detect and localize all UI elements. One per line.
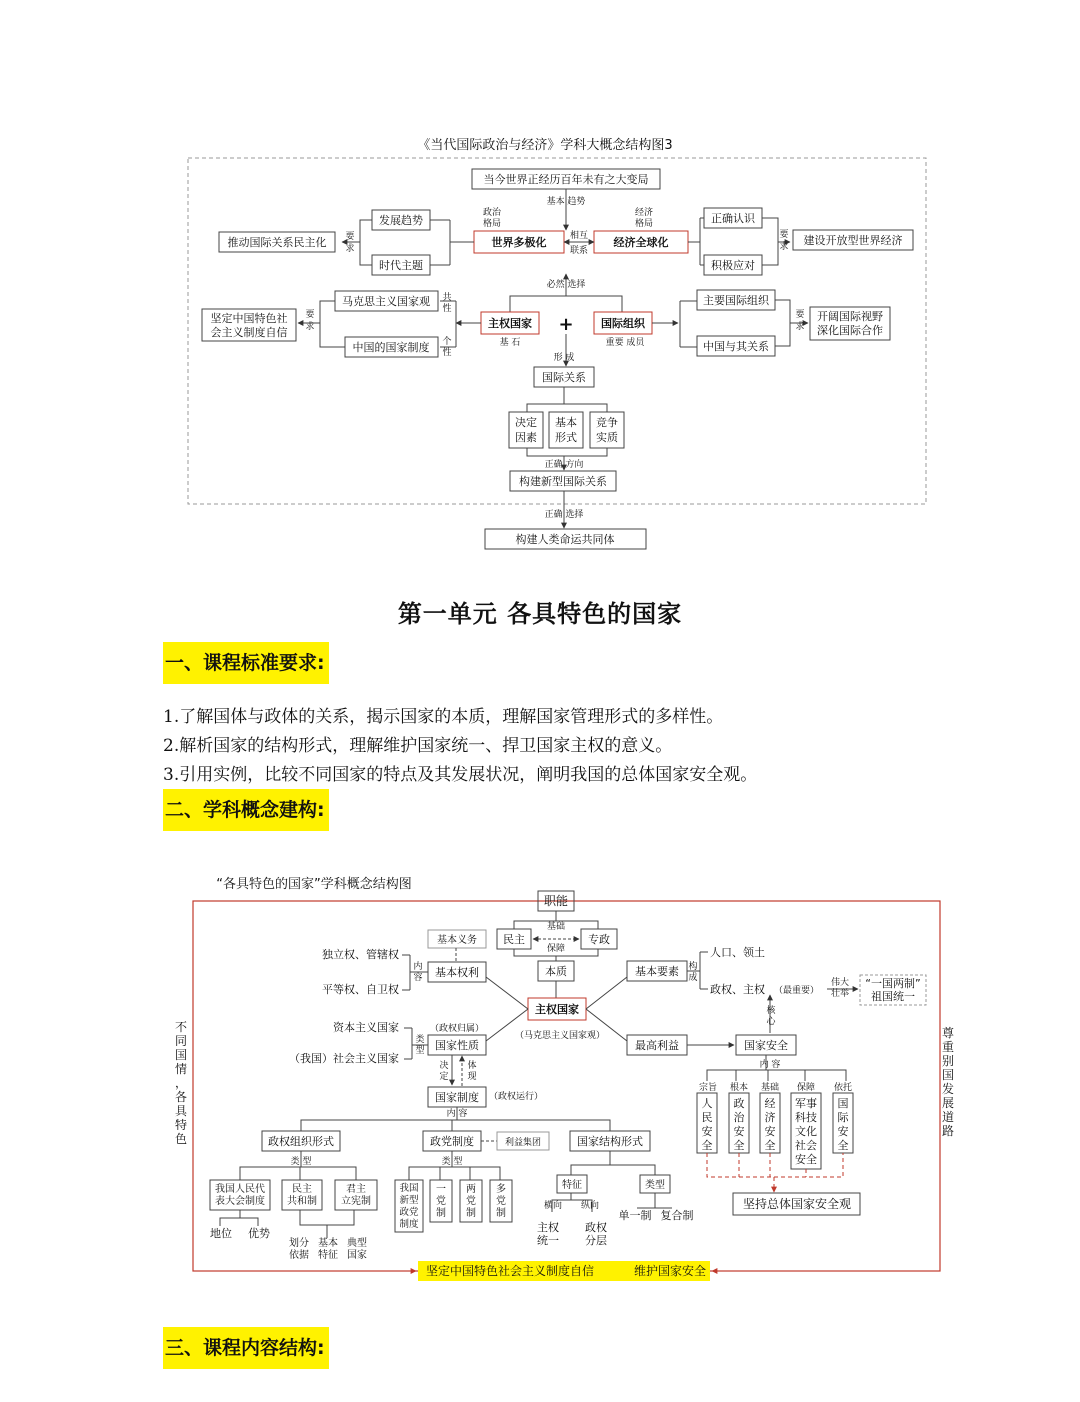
democracy-text: 民主 [503, 933, 525, 946]
status-text: 地位 [210, 1227, 232, 1240]
eco-label-2: 格局 [634, 219, 654, 229]
pol-label-1: 政治 [482, 208, 502, 218]
svg-text:展: 展 [941, 1096, 955, 1110]
right-choice-label: 正确 选择 [544, 510, 584, 520]
state-nature-text: 国家性质 [435, 1039, 479, 1052]
standard-item-1: 1.了解国体与政体的关系，揭示国家的本质，理解国家管理形式的多样性。 [163, 707, 724, 727]
dev-trend-text: 发展趋势 [379, 214, 423, 227]
factor-3a: 竞争 [596, 416, 618, 429]
advantage-text: 优势 [248, 1227, 270, 1240]
era-theme-text: 时代主题 [379, 259, 423, 272]
function-text: 职能 [543, 894, 569, 908]
trend-label: 基本 趋势 [546, 197, 586, 207]
section-heading-content: 三、课程内容结构: [163, 1327, 329, 1369]
multi-party-2: 党 [496, 1196, 506, 1207]
state-system-text: 国家制度 [435, 1091, 479, 1104]
svg-text:，: ， [174, 1076, 188, 1090]
gexing-1: 个 [442, 337, 452, 347]
overall-security-text: 坚持总体国家安全观 [742, 1197, 852, 1211]
sec-economic-1: 经 [764, 1097, 776, 1110]
confidence-1: 坚定中国特色社 [210, 312, 288, 325]
sec-political-3: 安 [733, 1125, 745, 1138]
interest-groups-text: 利益集团 [504, 1138, 542, 1148]
two-party-2: 党 [466, 1196, 476, 1207]
sec-military-4: 社会 [795, 1139, 817, 1152]
one-country-1: “一国两制” [865, 977, 921, 990]
china-relation-text: 中国与其关系 [703, 340, 769, 353]
sec-people-4: 全 [701, 1139, 713, 1152]
leixing-1b: 型 [415, 1046, 425, 1056]
form-label: 形 成 [553, 353, 575, 363]
democratize-text: 推动国际关系民主化 [227, 236, 327, 249]
essence-text: 本质 [545, 965, 567, 978]
core-1: 核 [766, 1006, 776, 1016]
great-cause-2: 壮举 [830, 989, 850, 999]
section-heading-concept: 二、学科概念建构: [163, 789, 329, 831]
eco-label-1: 经济 [634, 208, 654, 218]
sec-political-2: 治 [733, 1111, 745, 1124]
new-party-3: 政党 [399, 1207, 419, 1218]
independence-text: 独立权、管辖权 [322, 948, 399, 961]
regime-belong-label: （政权归属） [429, 1024, 485, 1034]
intl-relations-text: 国际关系 [542, 371, 586, 384]
china-system-text: 中国的国家制度 [352, 341, 430, 354]
leixing-h-2: 类 型 [441, 1157, 463, 1167]
diagram1-frame [188, 158, 926, 504]
features-basic-2: 特征 [318, 1250, 338, 1261]
open-vision-1: 开阔国际视野 [817, 310, 883, 323]
svg-text:特: 特 [174, 1118, 188, 1132]
active-resp-text: 积极应对 [711, 259, 755, 272]
decide-1: 决 [439, 1061, 449, 1071]
vertical-label: 纵向 [580, 1201, 600, 1211]
sec-military-3: 文化 [795, 1125, 817, 1138]
svg-text:各: 各 [174, 1090, 188, 1104]
globalization-text: 经济全球化 [613, 236, 669, 249]
divide-1: 划分 [289, 1238, 309, 1249]
two-party-1: 两 [466, 1184, 476, 1195]
republic-2: 共和制 [287, 1196, 317, 1207]
sec-military-1: 军事 [795, 1097, 817, 1110]
diagram1 [188, 137, 926, 549]
dictatorship-text: 专政 [588, 933, 610, 946]
guarantee-label: 保障 [546, 944, 566, 954]
intl-org-text: 国际组织 [601, 317, 645, 330]
svg-text:具: 具 [174, 1104, 188, 1118]
neirong-h-sec: 内 容 [759, 1060, 781, 1070]
factor-1b: 因素 [515, 431, 537, 444]
sec-head-4: 保障 [796, 1083, 816, 1093]
equality-text: 平等权、自卫权 [322, 983, 399, 996]
standard-item-3: 3.引用实例，比较不同国家的特点及其发展状况，阐明我国的总体国家安全观。 [163, 765, 758, 785]
unitary-text: 单一制 [618, 1209, 652, 1222]
national-security-text: 国家安全 [744, 1039, 788, 1052]
left-side-text [175, 1020, 188, 1146]
diagram1-title: 《当代国际政治与经济》学科大概念结构图3 [417, 138, 673, 153]
one-party-3: 制 [436, 1208, 446, 1219]
open-economy-text: 建设开放型世界经济 [803, 234, 903, 247]
foundation-label2: 基础 [546, 922, 566, 932]
gongxing-1: 共 [442, 293, 452, 303]
right-side-text [942, 1026, 954, 1138]
svg-text:发: 发 [941, 1082, 955, 1096]
sov-unity-2: 统一 [537, 1234, 559, 1247]
two-party-3: 制 [466, 1208, 476, 1219]
regime-sov-text: 政权、主权 [710, 983, 765, 996]
plus-sign: + [558, 314, 574, 335]
people-land-text: 人口、领土 [710, 946, 765, 959]
bottom-security-text: 维护国家安全 [633, 1264, 707, 1278]
structure-form-text: 国家结构形式 [577, 1135, 643, 1148]
svg-text:色: 色 [174, 1132, 188, 1146]
decide-2: 定 [439, 1072, 449, 1082]
npc-1: 我国人民代 [215, 1184, 265, 1195]
sec-intl-2: 际 [837, 1111, 849, 1124]
republic-1: 民主 [292, 1184, 312, 1195]
neirong-h-sys: 内 容 [446, 1109, 468, 1119]
yaoqiu-1a: 要 [345, 232, 355, 242]
one-party-1: 一 [436, 1184, 446, 1195]
new-party-4: 制度 [399, 1219, 419, 1230]
capitalist-text: 资本主义国家 [333, 1021, 399, 1034]
monarchy-2: 立宪制 [341, 1196, 371, 1207]
basic-rights-text: 基本权利 [435, 966, 479, 979]
monarchy-1: 君主 [346, 1184, 366, 1195]
multi-party-3: 制 [496, 1208, 506, 1219]
svg-text:别: 别 [941, 1054, 955, 1068]
top-text: 当今世界正经历百年未有之大变局 [483, 173, 649, 186]
sec-people-2: 民 [701, 1111, 713, 1124]
gongxing-2: 性 [442, 304, 452, 314]
member-label: 重要 成员 [605, 338, 645, 348]
sec-head-5: 依托 [833, 1083, 853, 1093]
sec-military-2: 科技 [795, 1111, 817, 1124]
svg-text:路: 路 [941, 1124, 955, 1138]
yaoqiu-3a: 要 [305, 310, 315, 320]
diagram2 [175, 876, 954, 1281]
standard-item-2: 2.解析国家的结构形式，理解维护国家统一、捍卫国家主权的意义。 [163, 736, 673, 756]
multipolar-text: 世界多极化 [491, 236, 547, 249]
factor-2a: 基本 [555, 416, 577, 429]
party-system-text: 政党制度 [430, 1135, 474, 1148]
svg-text:不: 不 [174, 1020, 188, 1034]
sec-people-1: 人 [701, 1097, 713, 1110]
regime-form-text: 政权组织形式 [268, 1135, 334, 1148]
sov-unity-1: 主权 [537, 1221, 559, 1234]
sec-military-5: 安全 [795, 1153, 817, 1166]
sec-political-1: 政 [733, 1097, 745, 1110]
open-vision-2: 深化国际合作 [817, 324, 883, 337]
embody-2: 现 [467, 1072, 477, 1082]
leixing-1a: 类 [415, 1035, 425, 1045]
embody-1: 体 [467, 1061, 477, 1071]
gexing-2: 性 [442, 348, 452, 358]
right-direction-label: 正确 方向 [544, 460, 584, 470]
svg-text:国: 国 [174, 1048, 188, 1062]
yaoqiu-3b: 求 [305, 322, 315, 332]
one-country-2: 祖国统一 [871, 990, 915, 1003]
necessity-label: 必然 选择 [546, 280, 586, 290]
factor-3b: 实质 [596, 431, 618, 444]
new-party-2: 新型 [399, 1195, 419, 1206]
new-relations-text: 构建新型国际关系 [519, 475, 607, 488]
mutual-1: 相互 [569, 231, 589, 241]
sec-political-4: 全 [733, 1139, 745, 1152]
typical-1: 典型 [347, 1238, 367, 1249]
leixing-h-1: 类 型 [290, 1157, 312, 1167]
horizontal-label: 横向 [543, 1201, 563, 1211]
svg-text:道: 道 [941, 1110, 955, 1124]
yaoqiu-4a: 要 [795, 310, 805, 320]
sec-head-3: 基础 [760, 1083, 780, 1093]
mutual-2: 联系 [569, 246, 589, 256]
npc-2: 表大会制度 [215, 1196, 265, 1207]
multi-party-1: 多 [496, 1184, 506, 1195]
community-text: 构建人类命运共同体 [515, 533, 615, 546]
type-text: 类型 [645, 1180, 665, 1191]
svg-text:重: 重 [941, 1040, 955, 1054]
svg-text:国: 国 [941, 1068, 955, 1082]
sovereign-center-text: 主权国家 [535, 1003, 579, 1016]
sec-head-1: 宗旨 [698, 1083, 718, 1093]
one-party-2: 党 [436, 1196, 446, 1207]
foundation-label: 基 石 [499, 338, 521, 348]
yaoqiu-2a: 要 [779, 230, 789, 240]
compound-text: 复合制 [660, 1209, 694, 1222]
sec-intl-3: 安 [837, 1125, 849, 1138]
divide-2: 依据 [289, 1250, 309, 1261]
neirong-1a: 内 [413, 962, 423, 972]
sec-economic-3: 安 [764, 1125, 776, 1138]
sec-people-3: 安 [701, 1125, 713, 1138]
sec-economic-2: 济 [764, 1111, 776, 1124]
factor-2b: 形式 [555, 431, 577, 444]
confidence-2: 会主义制度自信 [210, 326, 288, 339]
yaoqiu-1b: 求 [345, 244, 355, 254]
regime-layer-2: 分层 [585, 1234, 607, 1247]
marxist-label: （马克思主义国家观） [514, 1031, 606, 1041]
most-important-label: （最重要） [774, 986, 820, 996]
neirong-1b: 容 [413, 973, 423, 983]
sec-intl-4: 全 [837, 1139, 849, 1152]
sovereign-text: 主权国家 [488, 317, 532, 330]
great-cause-1: 伟大 [830, 978, 850, 988]
feature-text: 特征 [562, 1180, 582, 1191]
goucheng-2: 成 [688, 973, 698, 983]
new-party-1: 我国 [399, 1183, 419, 1194]
svg-text:同: 同 [174, 1034, 188, 1048]
regime-layer-1: 政权 [585, 1221, 607, 1234]
svg-text:情: 情 [174, 1062, 188, 1076]
sec-intl-1: 国 [837, 1097, 849, 1110]
basic-elements-text: 基本要素 [635, 965, 679, 978]
main-orgs-text: 主要国际组织 [703, 294, 769, 307]
yaoqiu-2b: 求 [779, 242, 789, 252]
diagram2-title: “各具特色的国家”学科概念结构图 [216, 877, 412, 892]
core-2: 心 [766, 1017, 776, 1027]
sec-economic-4: 全 [764, 1139, 776, 1152]
regime-operation-label: （政权运行） [489, 1092, 544, 1102]
basic-duty-text: 基本义务 [437, 935, 477, 946]
section-heading-standards: 一、课程标准要求: [163, 642, 329, 684]
correct-know-text: 正确认识 [711, 212, 755, 225]
goucheng-1: 构 [688, 962, 698, 972]
yaoqiu-4b: 求 [795, 322, 805, 332]
unit-title: 第一单元 各具特色的国家 [397, 599, 683, 628]
factor-1a: 决定 [515, 416, 537, 429]
marxist-view-text: 马克思主义国家观 [342, 295, 430, 308]
pol-label-2: 格局 [482, 219, 502, 229]
socialist-text: （我国）社会主义国家 [289, 1052, 399, 1065]
typical-2: 国家 [347, 1250, 367, 1261]
bottom-confidence-text: 坚定中国特色社会主义制度自信 [425, 1264, 595, 1278]
svg-text:尊: 尊 [941, 1026, 955, 1040]
features-basic-1: 基本 [318, 1238, 338, 1249]
sec-head-2: 根本 [729, 1083, 749, 1093]
highest-interest-text: 最高利益 [635, 1039, 679, 1052]
